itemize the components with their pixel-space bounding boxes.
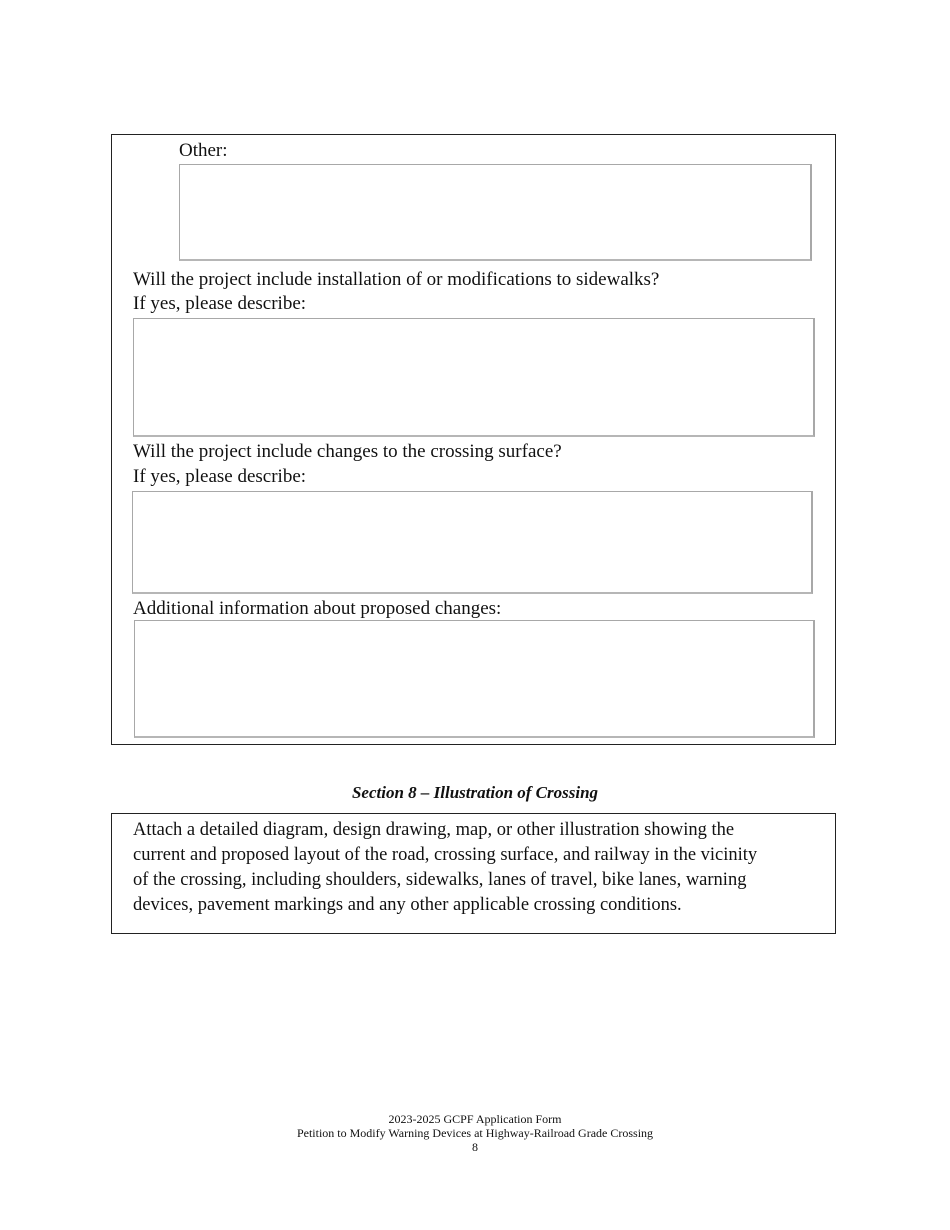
sidewalks-question: Will the project include installation of or modifications to sidewalks? [133, 269, 660, 290]
additional-info-label: Additional information about proposed changes: [133, 598, 502, 619]
sidewalks-prompt: If yes, please describe: [133, 293, 307, 314]
instruction-line: devices, pavement markings and any other applicable crossing conditions. [133, 895, 682, 915]
footer-page-number: 8 [472, 1140, 478, 1154]
instruction-line: of the crossing, including shoulders, sidewalks, lanes of travel, bike lanes, warning [133, 870, 747, 890]
instruction-line: current and proposed layout of the road, crossing surface, and railway in the vicinity [133, 845, 758, 865]
page-footer [0, 1112, 950, 1154]
illustration-instructions-text [133, 818, 783, 918]
sidewalks-description-field[interactable] [133, 318, 815, 437]
other-label: Other: [179, 140, 228, 161]
instruction-line: Attach a detailed diagram, design drawing, map, or other illustration showing the [133, 820, 735, 840]
section-8-title: Section 8 – Illustration of Crossing [351, 783, 599, 802]
crossing-surface-question: Will the project include changes to the crossing surface? [133, 441, 562, 462]
crossing-surface-prompt: If yes, please describe: [133, 466, 307, 487]
crossing-surface-description-field[interactable] [132, 491, 813, 594]
footer-form-name: 2023-2025 GCPF Application Form [388, 1112, 562, 1126]
other-field[interactable] [179, 164, 812, 261]
additional-info-field[interactable] [134, 620, 815, 738]
footer-subtitle: Petition to Modify Warning Devices at Highway-Railroad Grade Crossing [296, 1126, 654, 1140]
